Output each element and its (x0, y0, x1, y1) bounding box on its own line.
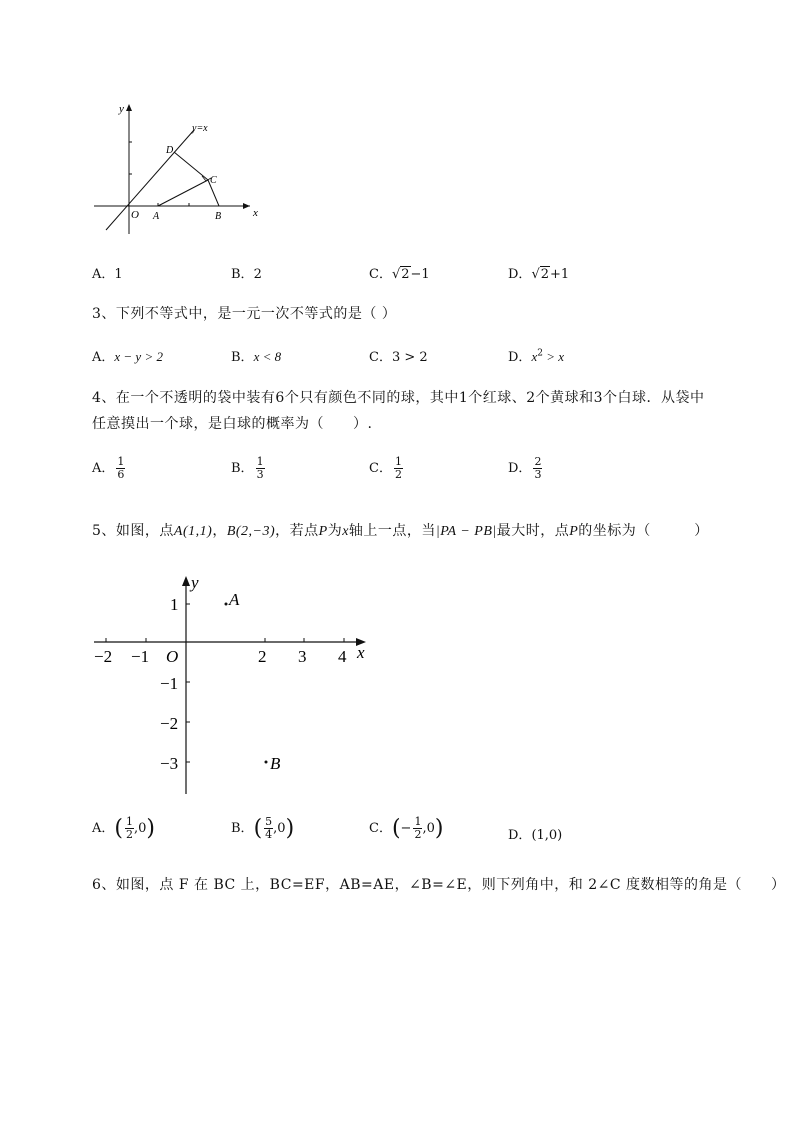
option-value: 3 > 2 (391, 350, 428, 365)
point-o-label: O (131, 209, 139, 221)
line-label: y=x (192, 123, 208, 134)
x-tick-label: 4 (338, 647, 347, 666)
paren-open: ( (391, 816, 401, 841)
q5-var: P (318, 524, 328, 539)
paren-close: ) (285, 816, 295, 841)
option-value: 2 (253, 267, 262, 282)
sqrt-sign: √ (531, 267, 540, 282)
fraction (256, 456, 265, 481)
option-b (231, 263, 262, 282)
q4-option-a (92, 456, 125, 481)
segment-ac (158, 180, 208, 206)
option-prefix: A． (92, 350, 115, 365)
option-prefix: A． (92, 461, 115, 476)
paren-close: ) (434, 816, 444, 841)
figure-2-coordinate-plane (90, 572, 380, 797)
point-a-label: A (229, 590, 240, 609)
option-value: (1,0) (531, 828, 563, 843)
option-prefix: D． (508, 350, 532, 365)
q3-option-c (369, 346, 428, 365)
numerator: 2 (534, 455, 542, 468)
segment-dc (174, 152, 208, 180)
radicand: 2 (540, 267, 550, 282)
option-value: > x (542, 349, 564, 364)
q5-text: 为 (327, 523, 343, 539)
question-3: 3、下列不等式中，是一元一次不等式的是（ ） (92, 306, 397, 322)
q4-option-b (231, 456, 265, 481)
denominator: 3 (256, 468, 264, 481)
sqrt-sign: √ (391, 267, 401, 282)
denominator: 3 (534, 468, 542, 481)
x-tick-label: 3 (298, 647, 307, 666)
fraction (264, 816, 273, 841)
x-tick-label: −1 (131, 647, 150, 666)
point-b-label: B (270, 754, 281, 773)
option-sign: − (400, 821, 412, 836)
q3-option-a (92, 346, 163, 365)
option-prefix: A． (92, 821, 115, 836)
option-prefix: B． (231, 821, 254, 836)
q5-text: 的坐标为（ ） (578, 523, 709, 539)
option-prefix: C． (369, 350, 392, 365)
option-value: +1 (550, 267, 570, 282)
q5-var: x (342, 524, 349, 539)
x-tick-label: 2 (258, 647, 267, 666)
option-value: x < 8 (253, 349, 282, 364)
point-c-label: C (210, 175, 217, 186)
option-prefix: D． (508, 461, 532, 476)
paren-open: ( (253, 816, 263, 841)
option-a (92, 263, 123, 282)
q5-option-d (508, 824, 562, 843)
option-tail: ,0 (133, 821, 147, 836)
option-prefix: B． (231, 461, 254, 476)
option-prefix: C． (369, 821, 392, 836)
point-d-label: D (166, 145, 174, 156)
q5-var: P (569, 524, 579, 539)
q5-text: 轴上一点，当 (348, 523, 436, 539)
q4-option-c (369, 456, 403, 481)
point-a-label: A (153, 211, 160, 222)
option-tail: ,0 (273, 821, 286, 836)
denominator: 2 (125, 828, 133, 841)
q5-text: ， (212, 523, 227, 539)
q3-option-b (231, 346, 281, 365)
option-d (508, 263, 569, 282)
fraction (116, 456, 125, 481)
axis-y-label: y (191, 573, 199, 592)
option-prefix: B． (231, 267, 254, 282)
option-prefix: B． (231, 350, 254, 365)
option-value: −1 (410, 267, 430, 282)
denominator: 2 (414, 828, 422, 841)
q5-point-a: A(1,1) (173, 524, 213, 539)
denominator: 4 (265, 828, 273, 841)
numerator: 1 (125, 815, 133, 828)
radicand: 2 (401, 267, 410, 282)
numerator: 1 (394, 455, 402, 468)
question-6: 6、如图，点 F 在 BC 上，BC=EF，AB=AE，∠B=∠E，则下列角中，和 2∠C 度数相等的角是（ ） (92, 877, 786, 893)
option-prefix: D． (508, 828, 532, 843)
q5-text: ，若点 (275, 523, 319, 539)
fraction (125, 816, 134, 841)
option-prefix: C． (369, 267, 392, 282)
q4-option-d (508, 456, 542, 481)
fraction (533, 456, 542, 481)
option-base: x (531, 349, 538, 364)
option-c (369, 263, 430, 282)
axis-x-label: x (357, 643, 365, 662)
axis-x-label: x (253, 207, 258, 219)
question-4-line-1: 4、在一个不透明的袋中装有6个只有颜色不同的球，其中1个红球、2个黄球和3个白球．从袋中 (92, 390, 705, 406)
option-value: 1 (114, 267, 123, 282)
q5-option-b (231, 816, 294, 841)
numerator: 5 (265, 815, 273, 828)
point-a-dot (225, 603, 228, 606)
y-tick-label: −1 (160, 674, 179, 693)
q5-text: 5、如图，点 (92, 523, 174, 539)
q3-option-d (508, 346, 564, 365)
question-5 (92, 520, 709, 540)
q5-option-c (369, 816, 443, 841)
question-4-line-2: 任意摸出一个球，是白球的概率为（ ）. (92, 416, 373, 432)
y-ticks (186, 604, 190, 762)
figure-1-diagram (90, 98, 260, 238)
denominator: 6 (117, 468, 125, 481)
denominator: 2 (394, 468, 402, 481)
option-tail: ,0 (422, 821, 435, 836)
fraction (394, 456, 403, 481)
point-b-label: B (215, 211, 222, 222)
y-tick-label: 1 (170, 595, 179, 614)
axis-y-label: y (119, 103, 124, 115)
numerator: 1 (256, 455, 264, 468)
origin-label: O (166, 647, 179, 666)
q5-abs-expr: |PA − PB| (435, 524, 497, 539)
paren-open: ( (114, 816, 123, 841)
point-b-dot (265, 761, 268, 764)
x-tick-label: −2 (94, 647, 113, 666)
q5-text: 最大时，点 (496, 523, 570, 539)
option-prefix: D． (508, 267, 532, 282)
y-tick-label: −2 (160, 714, 179, 733)
y-tick-label: −3 (160, 754, 179, 773)
q5-point-b: B(2,−3) (226, 524, 276, 539)
paren-close: ) (146, 816, 155, 841)
option-value: x − y > 2 (114, 349, 163, 364)
q5-option-a (92, 816, 155, 841)
numerator: 1 (117, 455, 125, 468)
option-prefix: C． (369, 461, 392, 476)
line-y-eq-x (106, 130, 194, 230)
numerator: 1 (414, 815, 422, 828)
option-prefix: A． (92, 267, 115, 282)
option-exponent: 2 (537, 348, 543, 359)
